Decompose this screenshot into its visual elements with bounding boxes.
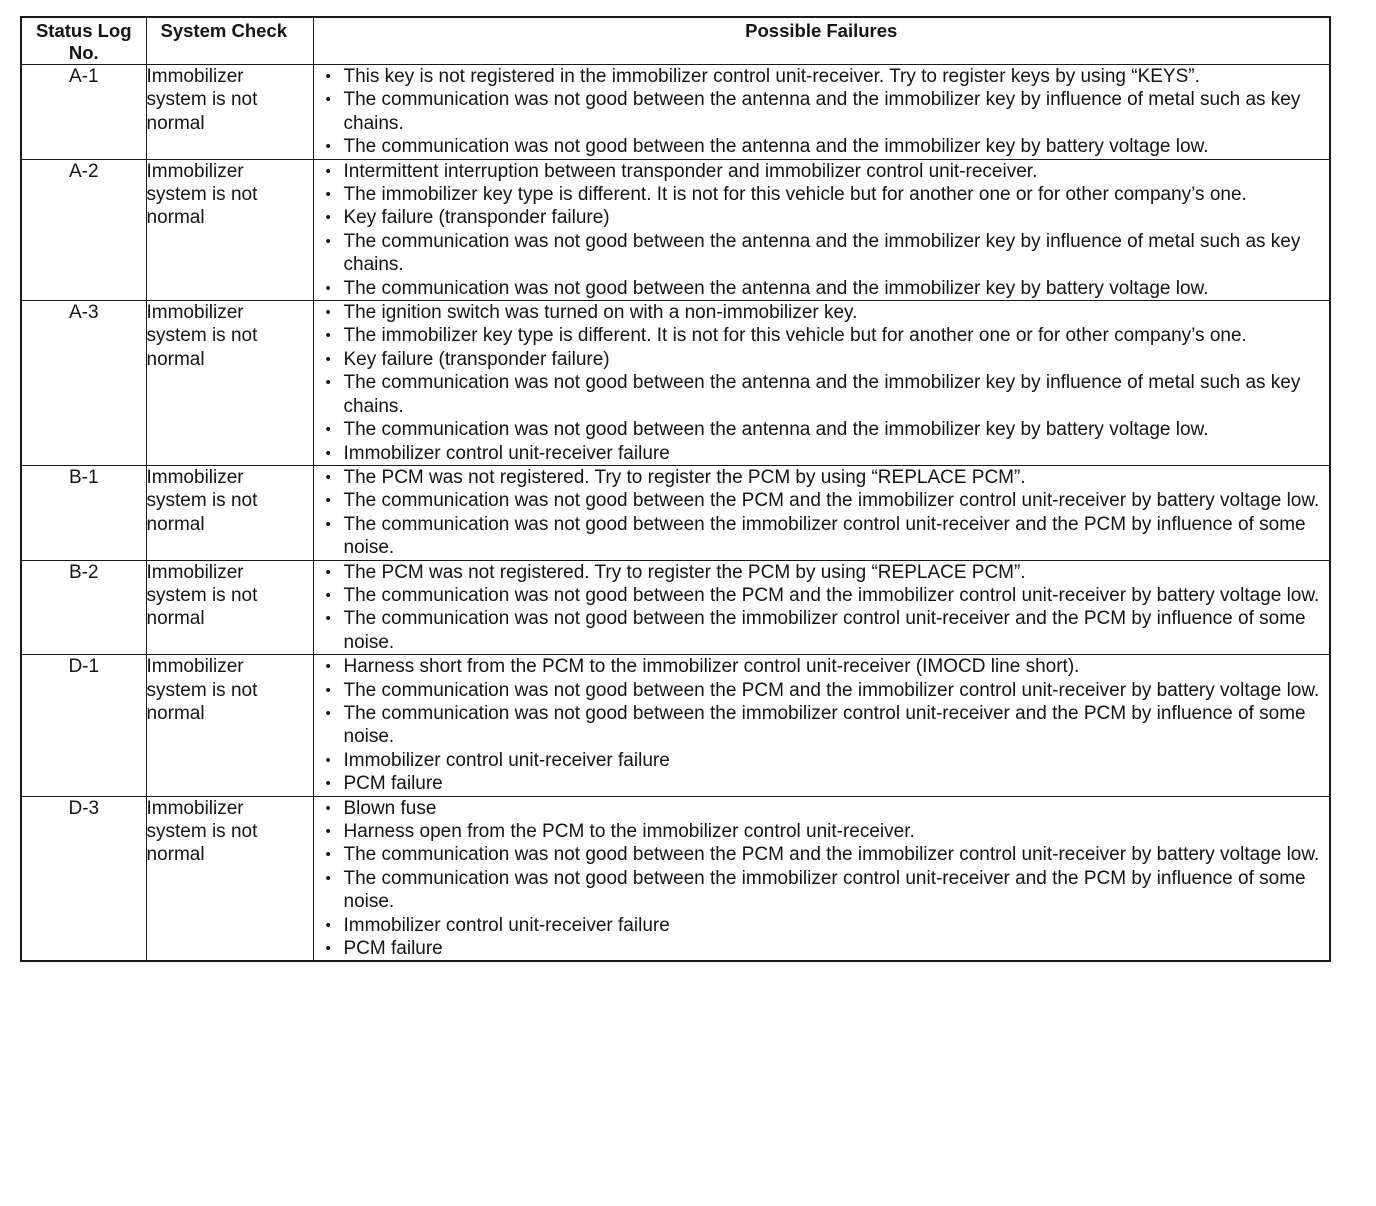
header-system-check: System Check <box>146 17 313 65</box>
failure-list <box>314 466 1330 560</box>
failure-list <box>314 160 1330 300</box>
failure-item: • The PCM was not registered. Try to register the PCM by using “REPLACE PCM”. <box>344 561 1326 584</box>
failure-item: • The communication was not good between the immobilizer control unit-receiver and the PCM by influence of some noise. <box>344 513 1326 560</box>
failure-item: • The PCM was not registered. Try to register the PCM by using “REPLACE PCM”. <box>344 466 1326 489</box>
table-row <box>21 301 1330 466</box>
header-status-log-no: Status Log No. <box>21 17 146 65</box>
failure-item: • The ignition switch was turned on with a non-immobilizer key. <box>344 301 1326 324</box>
header-possible-failures: Possible Failures <box>313 17 1330 65</box>
failure-item: • The communication was not good between the immobilizer control unit-receiver and the PCM by influence of some noise. <box>344 702 1326 749</box>
system-check-text: system is not <box>146 89 258 111</box>
failure-item: • The communication was not good between the PCM and the immobilizer control unit-receiver by battery voltage low. <box>344 843 1326 866</box>
system-check-text: normal <box>146 844 205 866</box>
failure-item: • Intermittent interruption between transponder and immobilizer control unit-receiver. <box>344 160 1326 183</box>
failure-item: • Harness open from the PCM to the immobilizer control unit-receiver. <box>344 820 1326 843</box>
system-check-text: normal <box>146 348 205 370</box>
failure-item: • The communication was not good between the antenna and the immobilizer key by influence of metal such as key chains. <box>344 230 1326 277</box>
system-check-text: normal <box>146 608 205 630</box>
failure-item: • PCM failure <box>344 937 1326 960</box>
status-log-number: B-2 <box>21 560 146 655</box>
failure-item: • Immobilizer control unit-receiver failure <box>344 914 1326 937</box>
failure-item: • The communication was not good between the antenna and the immobilizer key by influence of metal such as key chains. <box>344 88 1326 135</box>
system-check-cell <box>146 655 313 796</box>
failure-item: • The communication was not good between the PCM and the immobilizer control unit-receiver by battery voltage low. <box>344 584 1326 607</box>
possible-failures-cell <box>313 796 1330 961</box>
failure-item: • The communication was not good between the PCM and the immobilizer control unit-receiver by battery voltage low. <box>344 489 1326 512</box>
failure-item: • Immobilizer control unit-receiver failure <box>344 749 1326 772</box>
system-check-cell <box>146 301 313 466</box>
failure-item: • Key failure (transponder failure) <box>344 206 1326 229</box>
status-log-number: D-1 <box>21 655 146 796</box>
status-log-number: A-3 <box>21 301 146 466</box>
system-check-text: normal <box>146 702 205 724</box>
system-check-cell <box>146 159 313 300</box>
system-check-text: normal <box>146 207 205 229</box>
status-log-table <box>20 16 1331 962</box>
system-check-text: normal <box>146 513 205 535</box>
system-check-text: Immobilizer <box>146 561 244 583</box>
system-check-text: system is not <box>146 184 258 206</box>
table-row <box>21 159 1330 300</box>
status-log-number: A-2 <box>21 159 146 300</box>
system-check-text: Immobilizer <box>146 302 244 324</box>
status-log-number: A-1 <box>21 65 146 160</box>
status-log-number: D-3 <box>21 796 146 961</box>
failure-list <box>314 655 1330 795</box>
table-row <box>21 796 1330 961</box>
failure-item: • PCM failure <box>344 772 1326 795</box>
system-check-text: Immobilizer <box>146 656 244 678</box>
table-body <box>21 65 1330 962</box>
failure-item: • The communication was not good between the antenna and the immobilizer key by influence of metal such as key chains. <box>344 371 1326 418</box>
system-check-text: Immobilizer <box>146 66 244 87</box>
system-check-text: Immobilizer <box>146 160 244 182</box>
possible-failures-cell <box>313 465 1330 560</box>
failure-item: • Key failure (transponder failure) <box>344 348 1326 371</box>
header-row <box>21 17 1330 65</box>
failure-list <box>314 65 1330 159</box>
system-check-text: system is not <box>146 325 258 347</box>
status-log-number: B-1 <box>21 465 146 560</box>
failure-item: • Immobilizer control unit-receiver failure <box>344 442 1326 465</box>
table-row <box>21 65 1330 160</box>
failure-item: • The communication was not good between the antenna and the immobilizer key by battery voltage low. <box>344 135 1326 158</box>
failure-list <box>314 301 1330 465</box>
possible-failures-cell <box>313 655 1330 796</box>
system-check-text: system is not <box>146 490 258 512</box>
failure-item: • The communication was not good between the antenna and the immobilizer key by battery voltage low. <box>344 418 1326 441</box>
failure-item: • The immobilizer key type is different. It is not for this vehicle but for another one or for other company’s one. <box>344 183 1326 206</box>
system-check-text: normal <box>146 112 205 134</box>
system-check-cell <box>146 465 313 560</box>
system-check-text: system is not <box>146 584 258 606</box>
table-row <box>21 465 1330 560</box>
failure-item: • The immobilizer key type is different. It is not for this vehicle but for another one or for other company’s one. <box>344 324 1326 347</box>
system-check-cell <box>146 65 313 160</box>
system-check-cell <box>146 796 313 961</box>
system-check-text: Immobilizer <box>146 466 244 488</box>
system-check-text: system is not <box>146 821 258 842</box>
failure-item: • The communication was not good between the immobilizer control unit-receiver and the PCM by influence of some noise. <box>344 607 1326 654</box>
failure-item: • The communication was not good between the antenna and the immobilizer key by battery voltage low. <box>344 277 1326 300</box>
failure-list <box>314 797 1330 961</box>
failure-item: • The communication was not good between the PCM and the immobilizer control unit-receiver by battery voltage low. <box>344 679 1326 702</box>
possible-failures-cell <box>313 301 1330 466</box>
system-check-text: Immobilizer <box>146 797 244 819</box>
failure-list <box>314 561 1330 655</box>
failure-item: • Harness short from the PCM to the immobilizer control unit-receiver (IMOCD line short). <box>344 655 1326 678</box>
possible-failures-cell <box>313 65 1330 160</box>
possible-failures-cell <box>313 560 1330 655</box>
table-row <box>21 560 1330 655</box>
failure-item: • Blown fuse <box>344 797 1326 820</box>
system-check-cell <box>146 560 313 655</box>
failure-item: • The communication was not good between the immobilizer control unit-receiver and the PCM by influence of some noise. <box>344 867 1326 914</box>
table-row <box>21 655 1330 796</box>
system-check-text: system is not <box>146 679 258 701</box>
possible-failures-cell <box>313 159 1330 300</box>
failure-item: • This key is not registered in the immobilizer control unit-receiver. Try to register keys by using “KEYS”. <box>344 65 1326 88</box>
